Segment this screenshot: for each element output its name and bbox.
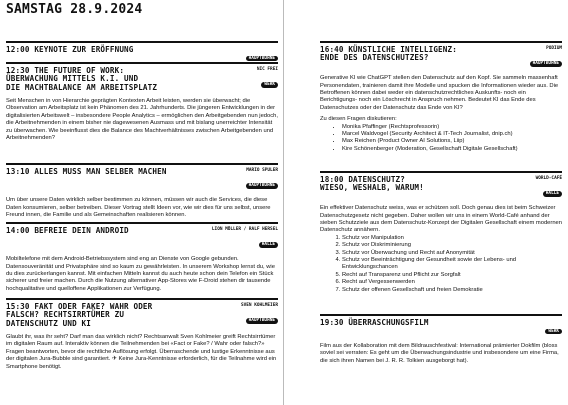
venue-badge: HAUPTBÜHNE <box>246 56 278 61</box>
page-title: SAMSTAG 28.9.2024 <box>6 2 143 17</box>
event-rule <box>6 222 278 224</box>
event-description: Generative KI wie ChatGPT stellen den Datenschutz auf den Kopf. Sie sammeln massenhaft Personendaten, trainieren damit ihre Modelle und spucken die Informationen wieder aus. Die Betroffenen können dabei weder ein datenschutzrechtliches Auskunfts- noch ein Berichtigungs- noch ein Löschrecht in Anspruch nehmen. Bedeutet KI das Ende des Datenschutzes oder der Datenschutz das Ende von KI? <box>320 75 559 111</box>
column-divider <box>283 0 284 405</box>
panelist-item: • Kire Schönenberger (Moderation, Gesellschaft Digitale Gesellschaft) <box>342 146 562 153</box>
event-datenschutz-world-cafe <box>320 171 562 294</box>
event-keynote <box>6 41 278 64</box>
goal-item: 3. Schutz vor Überwachung und Recht auf Anonymität <box>342 250 562 257</box>
event-description: Seit Menschen in von Hierarchie geprägten Kontexten Arbeit leisten, werden sie überwacht; die Observation am Arbeitsplatz ist kein Phänomen des 21. Jahrhunderts. Die jüngeren Entwicklungen in der digitalisierten Arbeitswelt – insbesondere People Analytics – ermöglichen den Arbeitgebenden nun jedoch, die Arbeitnehmenden in einem bisher nie dagewesenen Ausmass und mit bislang unerreichter Intensität zu überwachen. Wie beeinflusst dies die Balance des Machtverhältnisses zwischen Arbeitgebenden und Arbeitnehmenden? <box>6 97 278 141</box>
panelist-item: • Monika Pfaffinger (Rechtsprofessorin) <box>342 124 562 131</box>
venue-badge: HAUPTBÜHNE <box>530 61 562 66</box>
goal-item: 2. Schutz vor Diskriminierung <box>342 242 562 249</box>
event-description: Mobiltelefone mit dem Android-Betriebssystem sind eng an Dienste von Google gebunden. Datensouveränität und Privatsphäre sind so kaum zu gewährleisten. In unserem Workshop lernst du, wie du dies zurückerlangen kannst. Mit einfachen Mitteln kannst du auch heute schon dein Telefon ein Stück sicherer und freier machen. Durch die Nutzung alternativer App-Stores wie F-Droid stehen dir tausende hochqualitative und quelloffene Applikationen zur Verfügung. <box>6 256 275 292</box>
event-rule <box>6 62 278 64</box>
event-speaker: LION MÖLLER / RALF HERSEL <box>211 227 278 232</box>
event-title: 15:30 FAKT ODER FAKE? WAHR ODER FALSCH? RECHTSIRRTÜMER ZU DATENSCHUTZ UND KI <box>6 302 153 328</box>
goal-item: 5. Recht auf Transparenz und Pflicht zur Sorgfalt <box>342 272 562 279</box>
event-title: 14:00 BEFREIE DEIN ANDROID <box>6 226 129 235</box>
venue-badge: HALLE <box>543 191 562 196</box>
panelist-item: • Marcel Waldvogel (Security Architect & IT-Tech Journalist, dnip.ch) <box>342 131 562 138</box>
event-description: Glaubt ihr, was ihr seht? Darf man das wirklich nicht? Rechtsanwalt Sven Kohlmeier greift Rechtsirrtümer im digitalen Raum auf. Interaktiv können die Teilnehmenden bei «Fact or Fake? / Wahr oder falsch?» Fragen beantworten, bevor die rechtliche Auflösung erfolgt. Überraschende und lustige Erkenntnisse aus der digitalen Jura-Bubble sind garantiert. ✈ Keine Jura-Kenntnisse erforderlich, für die Teilnahme wird ein Smartphone benötigt. <box>6 333 277 370</box>
venue-badge: HALLE <box>259 242 278 247</box>
goal-item: 6. Recht auf Vergessenwerden <box>342 279 562 286</box>
venue-badge: WERK <box>261 82 278 87</box>
event-alles-selber-machen <box>6 163 278 219</box>
event-description: Um über unsere Daten wirklich selber bestimmen zu können, müssen wir auch die Services, die diese Daten konsumieren, selber betreiben. Dieser Vortrag stellt Ideen vor, wie wir dies für uns selbst, unsere Freund innen, die Familie und als Gemeinschaften realisieren können. <box>6 197 271 219</box>
event-speaker: NIC FREI <box>256 67 278 72</box>
event-speaker: PODIUM <box>546 46 562 51</box>
event-rule <box>6 298 278 300</box>
event-description: Ein effektiver Datenschutz weiss, was er schützen soll. Doch genau dies ist beim Schweizer Datenschutzgesetz nicht gegeben. Daher wollen wir uns in einem World-Café anhand der sieben Schutzziele aus dem Datenschutz-Konzept der Digitalen Gesellschaft einem modernen Datenschutz annähern. <box>320 205 562 234</box>
event-rule <box>6 163 278 165</box>
event-title: 12:00 KEYNOTE ZUR ERÖFFNUNG <box>6 45 134 54</box>
event-speaker: SVEN KOHLMEIER <box>240 303 278 308</box>
venue-badge: WERK <box>545 329 562 334</box>
goal-item: 4. Schutz vor Beeinträchtigung der Gesundheit sowie der Lebens- und Entwicklungschancen <box>342 257 562 272</box>
event-speaker: MARIO SPULER <box>246 168 278 173</box>
event-future-of-work <box>6 62 278 142</box>
event-befreie-android <box>6 222 278 293</box>
event-title: 18:00 DATENSCHUTZ? WIESO, WESHALB, WARUM! <box>320 175 424 193</box>
event-title: 16:40 KÜNSTLICHE INTELLIGENZ: ENDE DES DATENSCHUTZES? <box>320 45 457 63</box>
event-rule <box>320 41 562 43</box>
event-kuenstliche-intelligenz <box>320 41 562 153</box>
event-ueberraschungsfilm <box>320 314 562 365</box>
goal-item: 7. Schutz der offenen Gesellschaft und freien Demokratie <box>342 287 562 294</box>
event-rule <box>6 41 278 43</box>
protection-goals-list <box>342 235 562 294</box>
venue-badge: HAUPTBÜHNE <box>246 183 278 188</box>
panelist-list <box>342 124 562 154</box>
event-title: 19:30 ÜBERRASCHUNGSFILM <box>320 318 429 327</box>
goal-item: 1. Schutz vor Manipulation <box>342 235 562 242</box>
panel-intro: Zu diesen Fragen diskutieren: <box>320 116 397 123</box>
event-description: Film aus der Kollaboration mit dem Bildrauschfestival: International prämierter Dokfilm (bloss soviel sei verraten: Es geht um die Überwachungsindustrie und insbesondere um eine Firma, die sich ihren Namen bei J. R. R. Tolkien ausgeborgt hat). <box>320 343 559 364</box>
event-title: 12:30 THE FUTURE OF WORK: ÜBERWACHUNG MITTELS K.I. UND DIE MACHTBALANCE AM ARBEITSPLATZ <box>6 66 158 92</box>
event-rule <box>320 171 562 173</box>
event-title: 13:10 ALLES MUSS MAN SELBER MACHEN <box>6 167 167 176</box>
venue-badge: HAUPTBÜHNE <box>246 318 278 323</box>
event-speaker: WORLD-CAFÉ <box>535 176 562 181</box>
panelist-item: • Max Reichen (Product Owner AI Solutions, Liip) <box>342 138 562 145</box>
event-rule <box>320 314 562 316</box>
event-fakt-oder-fake <box>6 298 278 371</box>
